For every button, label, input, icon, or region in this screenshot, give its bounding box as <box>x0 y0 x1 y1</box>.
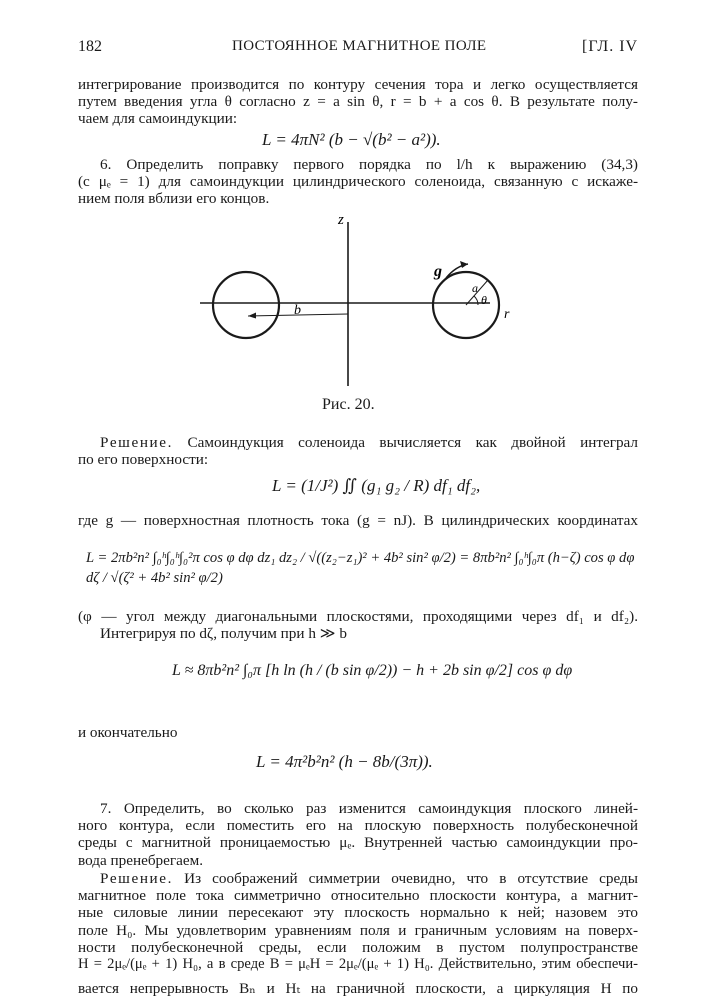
solution-7-line-1: Из соображений симметрии очевидно, что в отсутствие среды <box>173 870 638 887</box>
solution-6-line-3-wrap <box>78 512 638 529</box>
solution-7-lead: Решение. <box>100 870 174 887</box>
double-integral-formula: L = (1/J²) ∬ (g₁ g₂ / R) df₁ df₂, <box>272 476 481 495</box>
problem-6-line-2: (с μₑ = 1) для самоиндукции цилиндрического соленоида, связанную с искаже- <box>78 173 638 191</box>
cylindrical-integral-formula: L = 2πb²n² ∫₀ʰ∫₀ʰ∫₀²π cos φ dφ dz₁ dz₂ / √((z₂−z₁)² + 4b² sin² φ/2) = 8πb²n² ∫₀ʰ∫₀π (h−ζ) cos φ dφ dζ / √(ζ² + 4b² sin² φ/2) <box>86 550 635 586</box>
solution-6-line-4: (φ — угол между диагональными плоскостями, проходящими через df₁ и df₂). <box>78 608 638 625</box>
solution-6-lead: Решение. <box>100 434 174 451</box>
label-a: a <box>472 281 478 295</box>
solution-7-line-4: поле H₀. Мы удовлетворим уравнениям поля и граничным условиям на поверх- <box>78 921 638 939</box>
label-g: g <box>434 263 442 280</box>
solution-7-formula-line <box>78 956 638 973</box>
intro-line-3: чаем для самоиндукции: <box>78 110 238 128</box>
chapter-label: [ГЛ. IV <box>582 38 639 55</box>
left-winding-section <box>213 272 279 338</box>
label-b: b <box>294 303 301 318</box>
intro-line-2: путем введения угла θ согласно z = a sin θ, r = b + a cos θ. В результате полу- <box>78 93 638 111</box>
problem-6-line-1: 6. Определить поправку первого порядка по l/h к выражению (34,3) <box>100 156 638 173</box>
current-arrowhead <box>460 261 468 268</box>
figure-20-caption: Рис. 20. <box>322 396 375 413</box>
asymptotic-integral-formula: L ≈ 8πb²n² ∫₀π [h ln (h / (b sin φ/2)) − h + 2b sin φ/2] cos φ dφ <box>172 662 573 679</box>
page-number: 182 <box>78 38 102 55</box>
problem-7-line-2: ного контура, если поместить его на плоскую поверхность полубесконечной <box>78 817 638 835</box>
solution-7-line-5: ности полубесконечной среды, если положим в пустом полупространстве <box>78 938 638 956</box>
solution-6-line-3: где g — поверхностная плотность тока (g = nJ). В цилиндрических координатах <box>78 512 638 529</box>
label-r: r <box>504 307 510 322</box>
solution-6-line-6-wrap <box>78 724 638 741</box>
solution-7-last-line-wrap <box>78 980 638 997</box>
figure-20-solenoid-diagram <box>190 208 530 388</box>
solution-7-last-line: вается непрерывность Bₙ и Hₜ на граничной плоскости, а циркуляция H по <box>78 980 638 997</box>
solution-6-line-2: по его поверхности: <box>78 451 209 469</box>
intro-paragraph <box>78 76 638 128</box>
solution-6-line-6: и окончательно <box>78 724 178 741</box>
running-title: ПОСТОЯННОЕ МАГНИТНОЕ ПОЛЕ <box>232 38 487 54</box>
solution-6-intro <box>78 434 638 468</box>
self-inductance-torus-formula: L = 4πN² (b − √(b² − a²)). <box>262 130 441 149</box>
solution-6-line-5: Интегрируя по dζ, получим при h ≫ b <box>100 625 348 643</box>
problem-6-line-3: нием поля вблизи его концов. <box>78 190 270 208</box>
problem-7-line-4: вода пренебрегаем. <box>78 851 203 869</box>
label-theta: θ <box>481 293 487 307</box>
solution-6-explanation <box>78 608 638 642</box>
solution-6-line-1: Самоиндукция соленоида вычисляется как двойной интеграл <box>173 434 638 451</box>
radius-b-arrowhead <box>248 313 256 319</box>
solution-7-field-relations: H = 2μₑ/(μₑ + 1) H₀, а в среде B = μₑH = 2μₑ/(μₑ + 1) H₀. Действительно, этим обеспечи- <box>78 956 638 972</box>
solution-7-line-3: ные силовые линии пересекают эту плоскость нормально к ней; назовем это <box>78 904 638 922</box>
solution-7-line-2: магнитное поле тока симметрично относительно плоскости контура, а магнит- <box>78 887 638 905</box>
problem-6-statement <box>78 156 638 208</box>
intro-line-1: интегрирование производится по контуру сечения тора и легко осуществляется <box>78 76 638 93</box>
solution-7-body <box>78 870 638 956</box>
label-z: z <box>338 212 344 228</box>
problem-7-statement <box>78 800 638 869</box>
problem-7-line-1: 7. Определить, во сколько раз изменится самоиндукция плоского линей- <box>100 800 638 817</box>
final-inductance-formula: L = 4π²b²n² (h − 8b/(3π)). <box>256 752 433 771</box>
problem-7-line-3: среды с магнитной проницаемостью μₑ. Внутренней частью самоиндукции про- <box>78 834 638 852</box>
